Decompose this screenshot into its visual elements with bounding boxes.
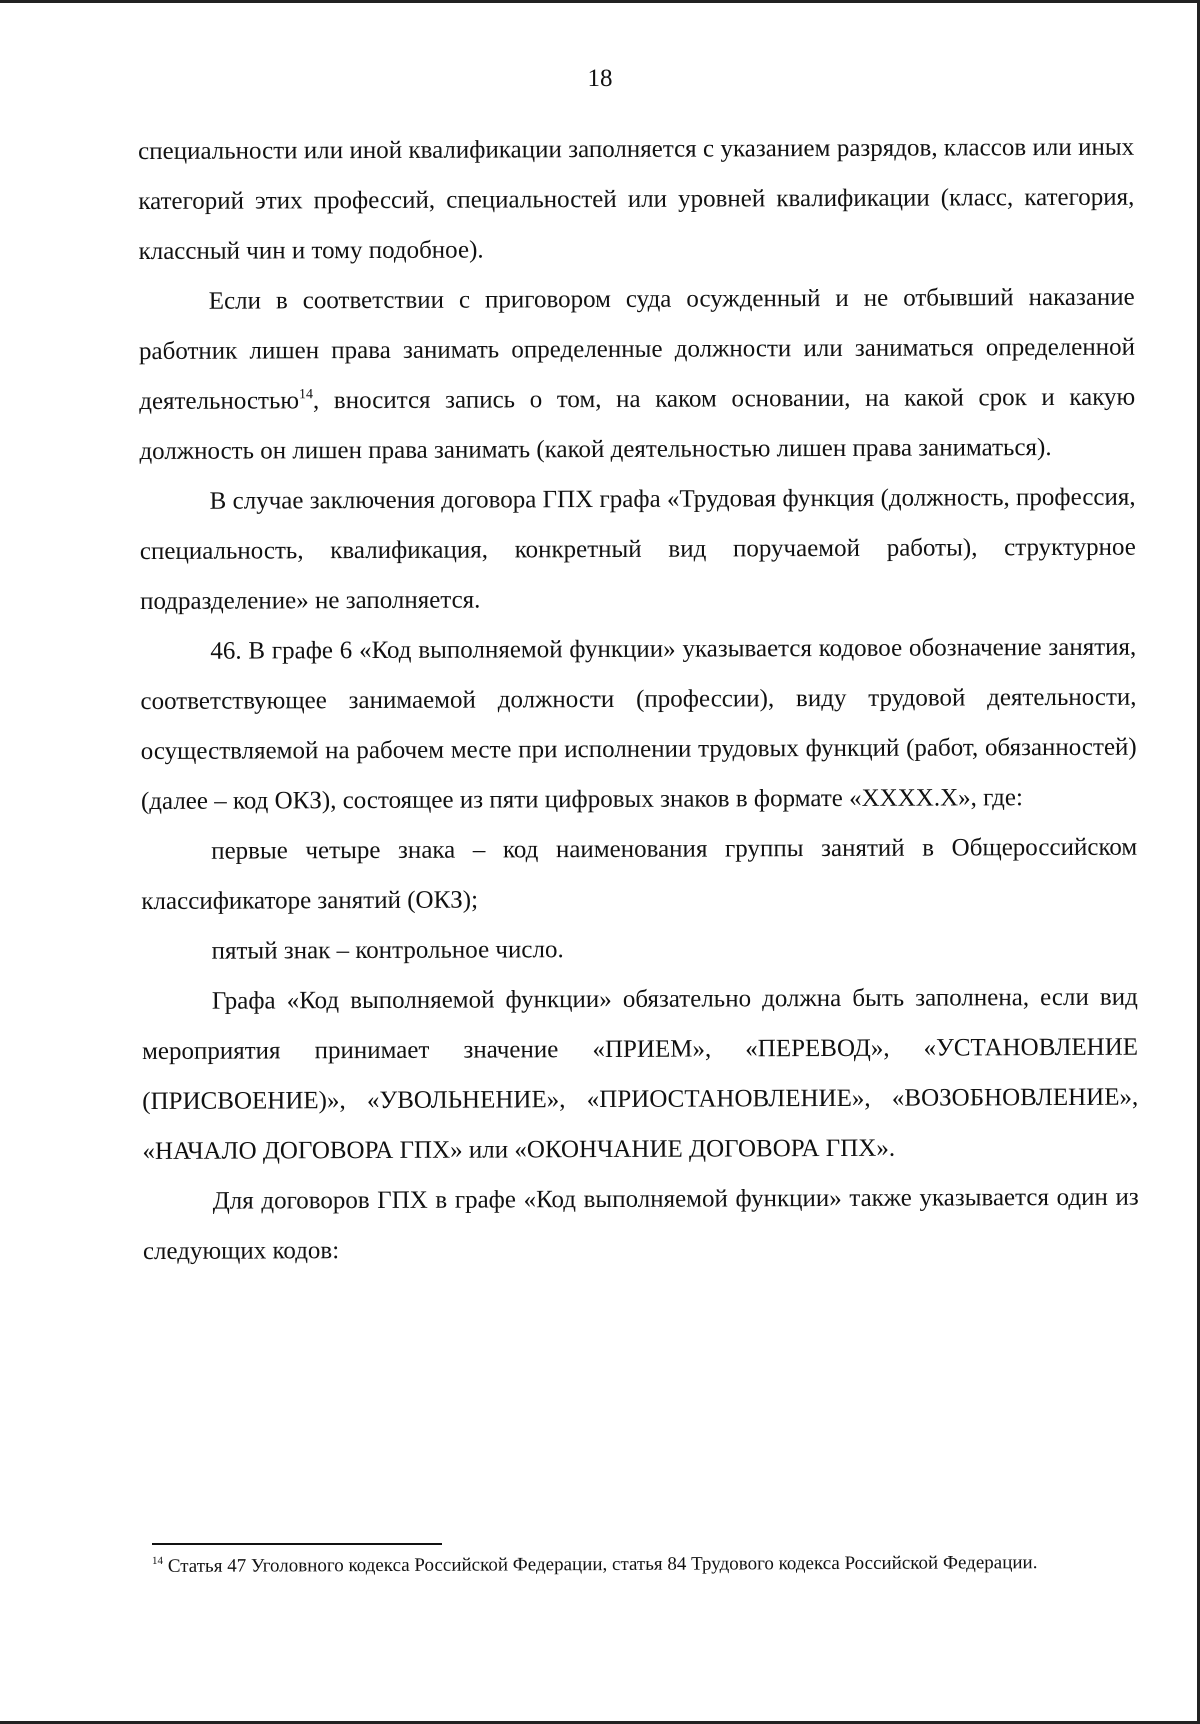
footnote-marker: 14 — [152, 1554, 164, 1567]
paragraph-court-sentence — [139, 273, 1136, 477]
paragraph-46-function-code: 46. В графе 6 «Код выполняемой функции» указывается кодовое обозначение занятия, соответствующее занимаемой должности (профессии), виду трудовой деятельности, осуществляемой на рабочем месте при исполнении трудовых функций (работ, обязанностей) (далее – код ОКЗ), состоящее из пяти цифровых знаков в формате «XXXX.X», где: — [140, 633, 1137, 815]
footnote-reference: 14 — [298, 387, 314, 403]
paragraph-gph-contract: В случае заключения договора ГПХ графа «Трудовая функция (должность, профессия, специальность, квалификация, конкретный вид поручаемой работы), структурное подразделение» не заполняется. — [139, 483, 1136, 615]
paragraph-gph-codes-intro: Для договоров ГПХ в графе «Код выполняемой функции» также указывается один из следующих кодов: — [142, 1183, 1139, 1265]
paragraph-court-sentence-text: Если в соответствии с приговором суда осужденный и не отбывший наказание работник лишен права занимать определенные должности или заниматься определенной деятельностью — [138, 283, 1136, 415]
paragraph-court-sentence-continuation: , вносится запись о том, на каком основании, на какой срок и какую должность он лишен права занимать (какой деятельностью лишен права заниматься). — [139, 383, 1136, 465]
paragraph-fifth-digit: пятый знак – контрольное число. — [211, 936, 564, 965]
footnote-separator — [152, 1543, 442, 1545]
page-number: 18 — [587, 65, 613, 92]
footnote-text: Статья 47 Уголовного кодекса Российской Федерации, статья 84 Трудового кодекса Российской Федерации. — [163, 1552, 1038, 1577]
body-text — [138, 123, 1139, 1277]
paragraph-first-four-digits: первые четыре знака – код наименования группы занятий в Общероссийском классификаторе занятий (ОКЗ); — [141, 833, 1138, 915]
paragraph-required-code: Графа «Код выполняемой функции» обязательно должна быть заполнена, если вид мероприятия принимает значение «ПРИЕМ», «ПЕРЕВОД», «УСТАНОВЛЕНИЕ (ПРИСВОЕНИЕ)», «УВОЛЬНЕНИЕ», «ПРИОСТАНОВЛЕНИЕ», «ВОЗОБНОВЛЕНИЕ», «НАЧАЛО ДОГОВОРА ГПХ» или «ОКОНЧАНИЕ ДОГОВОРА ГПХ». — [141, 983, 1139, 1165]
paragraph-qualification: специальности или иной квалификации заполняется с указанием разрядов, классов или иных категорий этих профессий, специальностей или уровней квалификации (класс, категория, классный чин и тому подобное). — [138, 133, 1135, 265]
footnote — [152, 1547, 1148, 1582]
